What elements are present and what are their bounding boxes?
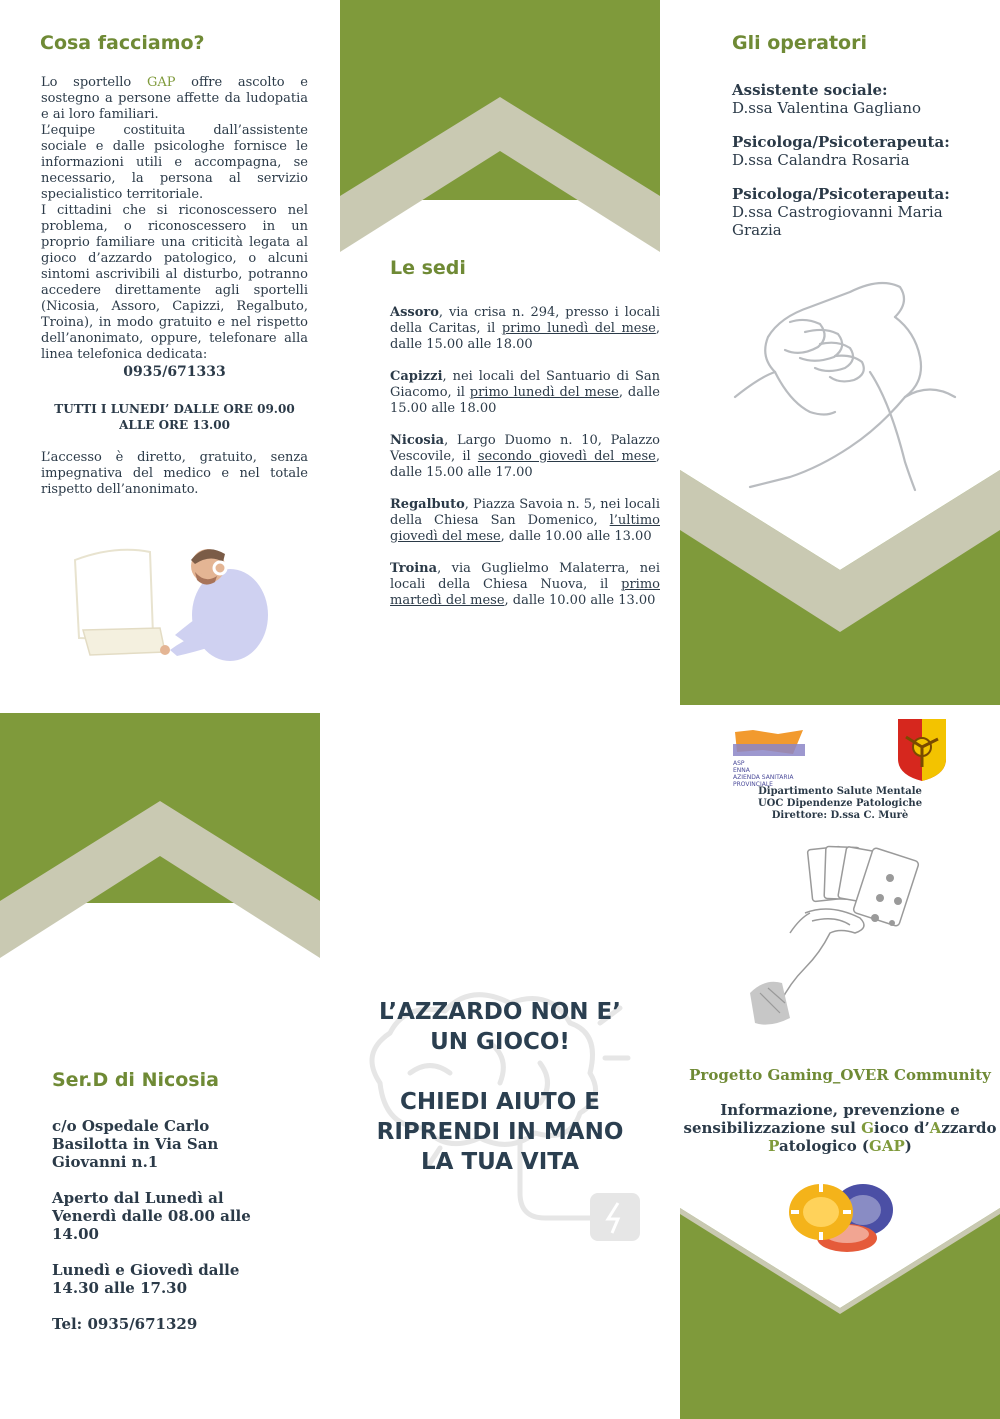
citizens-paragraph: I cittadini che si riconoscessero nel problema, o riconoscessero in un proprio familiare una criticità legata al gioco d’azzardo patologico, o alcuni sintomi ascrivibili al disturbo, potranno accedere direttamente agli sportelli (Nicosia, Assoro, Capizzi, Regalbuto, Troina), in modo gratuito e nel rispetto dell’anonimato, oppure, telefonare alla linea telefonica dedicata: xyxy=(41,203,308,362)
sicily-map-icon xyxy=(733,728,805,756)
slogan-call-to-action: CHIEDI AIUTO E RIPRENDI IN MANO LA TUA VITA xyxy=(376,1089,624,1175)
location-capizzi: Capizzi, nei locali del Santuario di San Giacomo, il primo lunedì del mese, dalle 15.00 alle 18.00 xyxy=(390,369,660,416)
chevron-decoration xyxy=(340,0,660,260)
operator-name: D.ssa Calandra Rosaria xyxy=(732,151,910,169)
description-text xyxy=(41,75,308,363)
regione-sicilia-emblem xyxy=(892,717,952,783)
locations-list xyxy=(390,305,660,625)
chevron-decoration xyxy=(680,460,1000,705)
asp-logo-text: ASP ENNA AZIENDA SANITARIA PROVINCIALE xyxy=(733,760,794,788)
location-regalbuto: Regalbuto, Piazza Savoia n. 5, nei locali della Chiesa San Domenico, l’ultimo giovedì del mese, dalle 10.00 alle 13.00 xyxy=(390,497,660,544)
serd-info xyxy=(52,1117,262,1351)
location-troina: Troina, via Guglielmo Malaterra, nei locali della Chiesa Nuova, il primo martedì del mese, dalle 10.00 alle 13.00 xyxy=(390,561,660,608)
panel-title: Cosa facciamo? xyxy=(40,32,205,54)
panel-title: Ser.D di Nicosia xyxy=(52,1069,219,1091)
panel-gli-operatori xyxy=(680,0,1000,705)
equipe-paragraph: L’equipe costituita dall’assistente sociale e dalle psicologhe fornisce le informazioni utili e accompagna, se necessario, la persona al servizio specialistico territoriale. xyxy=(41,123,308,202)
project-name: Progetto Gaming_OVER Community xyxy=(689,1066,991,1084)
phone-hours: TUTTI I LUNEDI’ DALLE ORE 09.00 ALLE ORE 13.00 xyxy=(54,402,295,432)
panel-title: Le sedi xyxy=(390,257,466,279)
hand-with-cards-illustration xyxy=(750,843,930,1033)
panel-serd-nicosia xyxy=(0,713,320,1419)
access-paragraph: L’accesso è diretto, gratuito, senza impegnativa del medico e nel totale rispetto dell’anonimato. xyxy=(41,450,308,497)
operator-role: Assistente sociale: xyxy=(732,81,888,99)
panel-title: Gli operatori xyxy=(732,32,867,54)
address-text: c/o Ospedale Carlo Basilotta in Via San Giovanni n.1 xyxy=(52,1117,219,1171)
panel-cosa-facciamo xyxy=(0,0,340,705)
chevron-decoration xyxy=(0,713,320,963)
gap-word: GAP xyxy=(146,75,176,90)
panel-cover xyxy=(680,713,1000,1419)
operator-name: D.ssa Castrogiovanni Maria Grazia xyxy=(732,203,943,239)
asp-enna-logo xyxy=(733,728,805,788)
handshake-icon xyxy=(730,262,960,492)
panel-le-sedi xyxy=(340,0,660,705)
operators-list xyxy=(732,81,982,255)
operator-name: D.ssa Valentina Gagliano xyxy=(732,99,922,117)
phone-number: 0935/671333 xyxy=(123,364,226,380)
afternoon-hours: Lunedì e Giovedì dalle 14.30 alle 17.30 xyxy=(52,1261,240,1297)
panel-slogan xyxy=(340,713,660,1419)
intro-paragraph: Lo sportello GAP offre ascolto e sostegno a persone affette da ludopatia e ai loro familiari. xyxy=(41,75,308,122)
location-assoro: Assoro, via crisa n. 294, presso i locali della Caritas, il primo lunedì del mese, dalle 15.00 alle 18.00 xyxy=(390,305,660,352)
department-header: Dipartimento Salute Mentale UOC Dipendenze Patologiche Direttore: D.ssa C. Murè xyxy=(757,786,923,821)
operator-role: Psicologa/Psicoterapeuta: xyxy=(732,133,950,151)
poker-chips-illustration xyxy=(785,1178,900,1258)
location-nicosia: Nicosia, Largo Duomo n. 10, Palazzo Vescovile, il secondo giovedì del mese, dalle 15.00 alle 17.00 xyxy=(390,433,660,480)
project-description: Informazione, prevenzione e sensibilizzazione sul Gioco d’Azzardo Patologico (GAP) xyxy=(683,1101,997,1155)
opening-hours: Aperto dal Lunedì al Venerdì dalle 08.00 alle 14.00 xyxy=(52,1189,251,1243)
gamer-illustration xyxy=(65,540,275,670)
operator-role: Psicologa/Psicoterapeuta: xyxy=(732,185,950,203)
slogan-title: L’AZZARDO NON E’ UN GIOCO! xyxy=(379,999,621,1055)
telephone: Tel: 0935/671329 xyxy=(52,1315,198,1333)
